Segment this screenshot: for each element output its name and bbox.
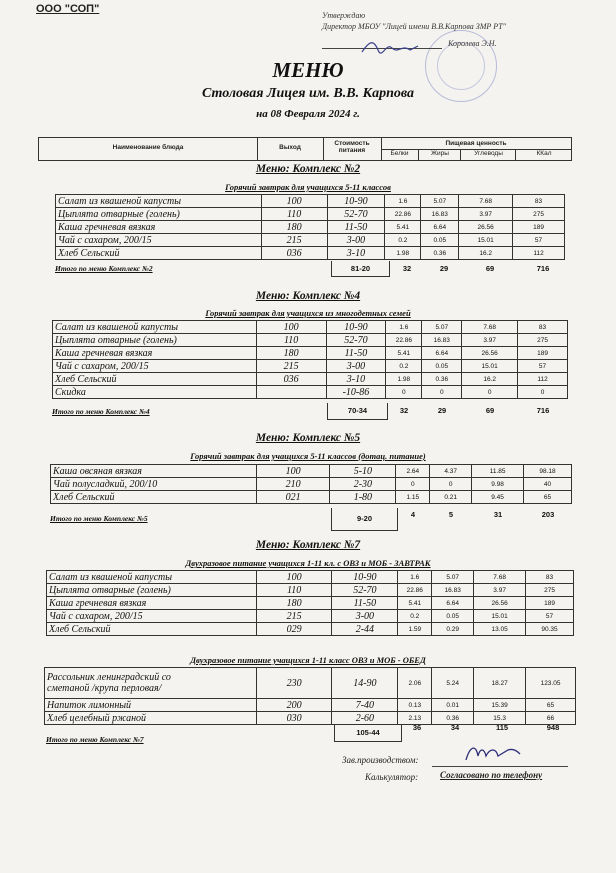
dish-proteins: 22.86 (385, 208, 421, 221)
table-row (47, 571, 574, 584)
complex7-breakfast-table (46, 570, 574, 636)
dish-output: 029 (256, 623, 332, 636)
dish-fats: 0.36 (432, 712, 474, 725)
director-signature-icon (360, 36, 420, 58)
dish-cost: 2-60 (332, 712, 398, 725)
dish-name: Чай полусладкий, 200/10 (51, 478, 257, 491)
dish-name: Рассольник ленинградский со сметаной /крупа перловая/ (45, 668, 257, 699)
dish-carbs: 3.97 (462, 334, 518, 347)
dish-name: Каша гречневая вязкая (53, 347, 257, 360)
dish-output: 200 (256, 699, 332, 712)
dish-output (256, 386, 326, 399)
dish-fats: 5.07 (432, 571, 474, 584)
dish-proteins: 0 (396, 478, 430, 491)
complex4-total-carbs: 69 (485, 406, 495, 415)
dish-proteins: 0.2 (386, 360, 422, 373)
dish-name: Хлеб Сельский (47, 623, 257, 636)
complex7-title: Меню: Комплекс №7 (255, 539, 361, 551)
complex2-total-cost: 81-20 (331, 261, 390, 277)
table-row (47, 610, 574, 623)
table-row (53, 321, 568, 334)
table-row (47, 623, 574, 636)
dish-name: Салат из квашеной капусты (56, 195, 262, 208)
dish-fats: 5.07 (421, 195, 459, 208)
dish-name: Хлеб целебный ржаной (45, 712, 257, 725)
dish-kcal: 189 (526, 597, 574, 610)
complex2-total-carbs: 69 (485, 264, 495, 273)
calculator-label: Калькулятор: (365, 772, 419, 782)
dish-proteins: 0 (386, 386, 422, 399)
dish-proteins: 22.86 (386, 334, 422, 347)
dish-fats: 5.07 (422, 321, 462, 334)
dish-cost: 3-10 (327, 247, 385, 260)
complex7-total-label: Итого по меню Комплекс №7 (46, 735, 144, 744)
col-kcal: ККал (515, 150, 572, 160)
dish-kcal: 112 (513, 247, 565, 260)
table-row (53, 386, 568, 399)
complex2-total-fats: 29 (439, 264, 449, 273)
dish-kcal: 90.35 (526, 623, 574, 636)
dish-name: Чай с сахаром, 200/15 (56, 234, 262, 247)
production-signature-icon (462, 740, 522, 766)
dish-cost: 7-40 (332, 699, 398, 712)
dish-kcal: 65 (524, 491, 572, 504)
dish-name: Цыплята отварные (голень) (47, 584, 257, 597)
dish-output: 100 (261, 195, 327, 208)
dish-output: 110 (261, 208, 327, 221)
dish-fats: 6.64 (432, 597, 474, 610)
table-row (51, 478, 572, 491)
approve-position: Директор МБОУ "Лицей имени В.В.Карпова ЗМР РТ" (322, 22, 506, 31)
dish-kcal: 83 (513, 195, 565, 208)
dish-name: Чай с сахаром, 200/15 (53, 360, 257, 373)
dish-carbs: 18.27 (474, 668, 526, 699)
table-row (53, 334, 568, 347)
col-cost: Стоимость питания (334, 140, 370, 154)
dish-kcal: 275 (513, 208, 565, 221)
table-row (45, 699, 576, 712)
dish-carbs: 3.97 (459, 208, 513, 221)
dish-output: 215 (256, 360, 326, 373)
dish-cost: 52-70 (332, 584, 398, 597)
dish-kcal: 189 (513, 221, 565, 234)
dish-carbs: 11.85 (472, 465, 524, 478)
dish-carbs: 26.56 (474, 597, 526, 610)
dish-name: Каша гречневая вязкая (56, 221, 262, 234)
dish-carbs: 0 (462, 386, 518, 399)
dish-output: 036 (261, 247, 327, 260)
dish-proteins: 5.41 (398, 597, 432, 610)
dish-output: 036 (256, 373, 326, 386)
dish-carbs: 16.2 (462, 373, 518, 386)
organization-name: ООО "СОП" (36, 3, 100, 15)
dish-output: 100 (256, 321, 326, 334)
production-signature-line (432, 766, 568, 767)
dish-fats: 0 (422, 386, 462, 399)
dish-fats: 0.21 (430, 491, 472, 504)
dish-name: Каша гречневая вязкая (47, 597, 257, 610)
complex5-total-fats: 5 (448, 510, 454, 519)
dish-name: Каша овсяная вязкая (51, 465, 257, 478)
dish-output: 180 (261, 221, 327, 234)
complex2-table (55, 194, 565, 260)
approval-block (322, 10, 552, 49)
dish-proteins: 22.86 (398, 584, 432, 597)
complex5-total-cost: 9-20 (331, 508, 398, 531)
dish-carbs: 15.3 (474, 712, 526, 725)
dish-kcal: 275 (518, 334, 568, 347)
calculator-value: Согласовано по телефону (440, 770, 543, 780)
dish-proteins: 1.98 (385, 247, 421, 260)
dish-fats: 0.05 (422, 360, 462, 373)
dish-kcal: 275 (526, 584, 574, 597)
dish-cost: 3-00 (326, 360, 386, 373)
page-subtitle: Столовая Лицея им. В.В. Карпова (201, 86, 415, 101)
dish-output: 110 (256, 584, 332, 597)
table-row (53, 347, 568, 360)
dish-cost: 11-50 (327, 221, 385, 234)
dish-output: 021 (256, 491, 330, 504)
dish-cost: 11-50 (326, 347, 386, 360)
menu-date: на 08 Февраля 2024 г. (256, 108, 360, 120)
dish-proteins: 1.15 (396, 491, 430, 504)
approve-name: Королева Э.Н. (448, 39, 497, 48)
dish-proteins: 1.6 (398, 571, 432, 584)
dish-name: Хлеб Сельский (56, 247, 262, 260)
table-row (47, 597, 574, 610)
dish-carbs: 15.01 (462, 360, 518, 373)
col-nutrition: Пищевая ценность (445, 140, 507, 147)
dish-cost: 3-10 (326, 373, 386, 386)
dish-carbs: 7.68 (474, 571, 526, 584)
dish-name: Цыплята отварные (голень) (56, 208, 262, 221)
dish-name: Салат из квашеной капусты (47, 571, 257, 584)
approve-label: Утверждаю (322, 11, 366, 20)
complex5-total-proteins: 4 (410, 510, 416, 519)
dish-output: 215 (256, 610, 332, 623)
dish-cost: -10-86 (326, 386, 386, 399)
dish-proteins: 2.06 (398, 668, 432, 699)
production-label: Зав.производством: (342, 755, 419, 765)
dish-output: 215 (261, 234, 327, 247)
col-fats: Жиры (418, 150, 461, 160)
dish-kcal: 83 (518, 321, 568, 334)
complex4-total-proteins: 32 (399, 406, 409, 415)
dish-proteins: 0.2 (398, 610, 432, 623)
complex4-total-label: Итого по меню Комплекс №4 (52, 407, 150, 416)
dish-fats: 0.29 (432, 623, 474, 636)
page-title: МЕНЮ (272, 58, 344, 82)
table-row (47, 584, 574, 597)
dish-fats: 0.05 (432, 610, 474, 623)
dish-fats: 0.01 (432, 699, 474, 712)
dish-name: Скидка (53, 386, 257, 399)
complex5-title: Меню: Комплекс №5 (255, 432, 361, 444)
col-carbs: Углеводы (460, 150, 516, 160)
dish-proteins: 0.2 (385, 234, 421, 247)
complex5-total-kcal: 203 (541, 510, 555, 519)
dish-proteins: 2.13 (398, 712, 432, 725)
complex7-group-breakfast: Двухразовое питание учащихся 1-11 кл. с ОВЗ и МОБ - ЗАВТРАК (185, 558, 431, 568)
table-row (56, 195, 565, 208)
dish-proteins: 1.98 (386, 373, 422, 386)
complex7-group-lunch: Двухразовое питание учащихся 1-11 класс ОВЗ и МОБ - ОБЕД (190, 655, 426, 665)
complex4-total-fats: 29 (437, 406, 447, 415)
complex7-total-cost: 105-44 (334, 725, 402, 742)
dish-cost: 14-90 (332, 668, 398, 699)
complex7-total-proteins: 36 (412, 723, 422, 732)
dish-cost: 52-70 (326, 334, 386, 347)
dish-fats: 0.36 (421, 247, 459, 260)
dish-cost: 10-90 (327, 195, 385, 208)
dish-proteins: 5.41 (386, 347, 422, 360)
table-row (56, 234, 565, 247)
table-row (53, 373, 568, 386)
dish-kcal: 0 (518, 386, 568, 399)
complex2-total-kcal: 716 (536, 264, 550, 273)
dish-name: Чай с сахаром, 200/15 (47, 610, 257, 623)
dish-proteins: 1.6 (386, 321, 422, 334)
dish-cost: 2-44 (332, 623, 398, 636)
dish-proteins: 1.59 (398, 623, 432, 636)
dish-fats: 4.37 (430, 465, 472, 478)
dish-kcal: 57 (513, 234, 565, 247)
dish-cost: 10-90 (326, 321, 386, 334)
complex7-total-carbs: 115 (495, 723, 509, 732)
dish-carbs: 3.97 (474, 584, 526, 597)
dish-carbs: 13.05 (474, 623, 526, 636)
complex4-group: Горячий завтрак для учащихся из многодетных семей (205, 308, 411, 318)
complex7-total-kcal: 948 (546, 723, 560, 732)
dish-cost: 3-00 (332, 610, 398, 623)
dish-proteins: 2.64 (396, 465, 430, 478)
col-output: Выход (279, 144, 301, 151)
complex7-lunch-table (44, 667, 576, 725)
dish-cost: 10-90 (332, 571, 398, 584)
complex5-group: Горячий завтрак для учащихся 5-11 классов (дотац. питание) (190, 451, 426, 461)
complex2-group: Горячий завтрак для учащихся 5-11 классов (225, 182, 391, 192)
complex4-table (52, 320, 568, 399)
dish-fats: 6.64 (421, 221, 459, 234)
dish-carbs: 15.01 (459, 234, 513, 247)
dish-name: Салат из квашеной капусты (53, 321, 257, 334)
dish-fats: 16.83 (422, 334, 462, 347)
column-header (38, 137, 572, 161)
dish-carbs: 15.01 (474, 610, 526, 623)
col-proteins: Белки (390, 150, 409, 157)
dish-fats: 0.36 (422, 373, 462, 386)
dish-output: 110 (256, 334, 326, 347)
table-row (45, 668, 576, 699)
complex4-total-cost: 70-34 (327, 403, 388, 420)
table-row (56, 208, 565, 221)
dish-cost: 5-10 (330, 465, 396, 478)
complex2-total-proteins: 32 (402, 264, 412, 273)
dish-kcal: 57 (526, 610, 574, 623)
table-row (53, 360, 568, 373)
dish-output: 180 (256, 597, 332, 610)
dish-carbs: 15.39 (474, 699, 526, 712)
dish-carbs: 9.98 (472, 478, 524, 491)
dish-kcal: 112 (518, 373, 568, 386)
dish-proteins: 5.41 (385, 221, 421, 234)
dish-name: Хлеб Сельский (53, 373, 257, 386)
dish-kcal: 83 (526, 571, 574, 584)
complex5-total-label: Итого по меню Комплекс №5 (50, 514, 148, 523)
complex4-title: Меню: Комплекс №4 (255, 290, 361, 302)
dish-name: Напиток лимонный (45, 699, 257, 712)
dish-fats: 16.83 (432, 584, 474, 597)
dish-carbs: 26.56 (459, 221, 513, 234)
table-row (56, 247, 565, 260)
table-row (51, 491, 572, 504)
table-row (56, 221, 565, 234)
dish-fats: 5.24 (432, 668, 474, 699)
complex5-table (50, 464, 572, 504)
complex4-total-kcal: 716 (536, 406, 550, 415)
dish-output: 100 (256, 465, 330, 478)
dish-kcal: 98.18 (524, 465, 572, 478)
dish-output: 030 (256, 712, 332, 725)
dish-proteins: 0.13 (398, 699, 432, 712)
dish-cost: 1-80 (330, 491, 396, 504)
dish-fats: 0.05 (421, 234, 459, 247)
dish-output: 100 (256, 571, 332, 584)
complex7-total-fats: 34 (450, 723, 460, 732)
dish-output: 230 (256, 668, 332, 699)
dish-cost: 11-50 (332, 597, 398, 610)
dish-kcal: 123.05 (526, 668, 576, 699)
dish-kcal: 57 (518, 360, 568, 373)
dish-output: 180 (256, 347, 326, 360)
dish-carbs: 7.68 (462, 321, 518, 334)
complex2-total-label: Итого по меню Комплекс №2 (55, 264, 153, 273)
dish-fats: 0 (430, 478, 472, 491)
dish-kcal: 40 (524, 478, 572, 491)
col-name: Наименование блюда (112, 144, 184, 151)
complex5-total-carbs: 31 (493, 510, 503, 519)
dish-fats: 6.64 (422, 347, 462, 360)
dish-kcal: 65 (526, 699, 576, 712)
dish-name: Цыплята отварные (голень) (53, 334, 257, 347)
dish-carbs: 16.2 (459, 247, 513, 260)
dish-carbs: 9.45 (472, 491, 524, 504)
dish-fats: 16.83 (421, 208, 459, 221)
dish-kcal: 189 (518, 347, 568, 360)
dish-output: 210 (256, 478, 330, 491)
dish-name: Хлеб Сельский (51, 491, 257, 504)
dish-carbs: 26.56 (462, 347, 518, 360)
dish-kcal: 66 (526, 712, 576, 725)
dish-cost: 52-70 (327, 208, 385, 221)
complex2-title: Меню: Комплекс №2 (255, 163, 361, 175)
dish-cost: 3-00 (327, 234, 385, 247)
dish-carbs: 7.68 (459, 195, 513, 208)
dish-cost: 2-30 (330, 478, 396, 491)
dish-proteins: 1.6 (385, 195, 421, 208)
table-row (51, 465, 572, 478)
